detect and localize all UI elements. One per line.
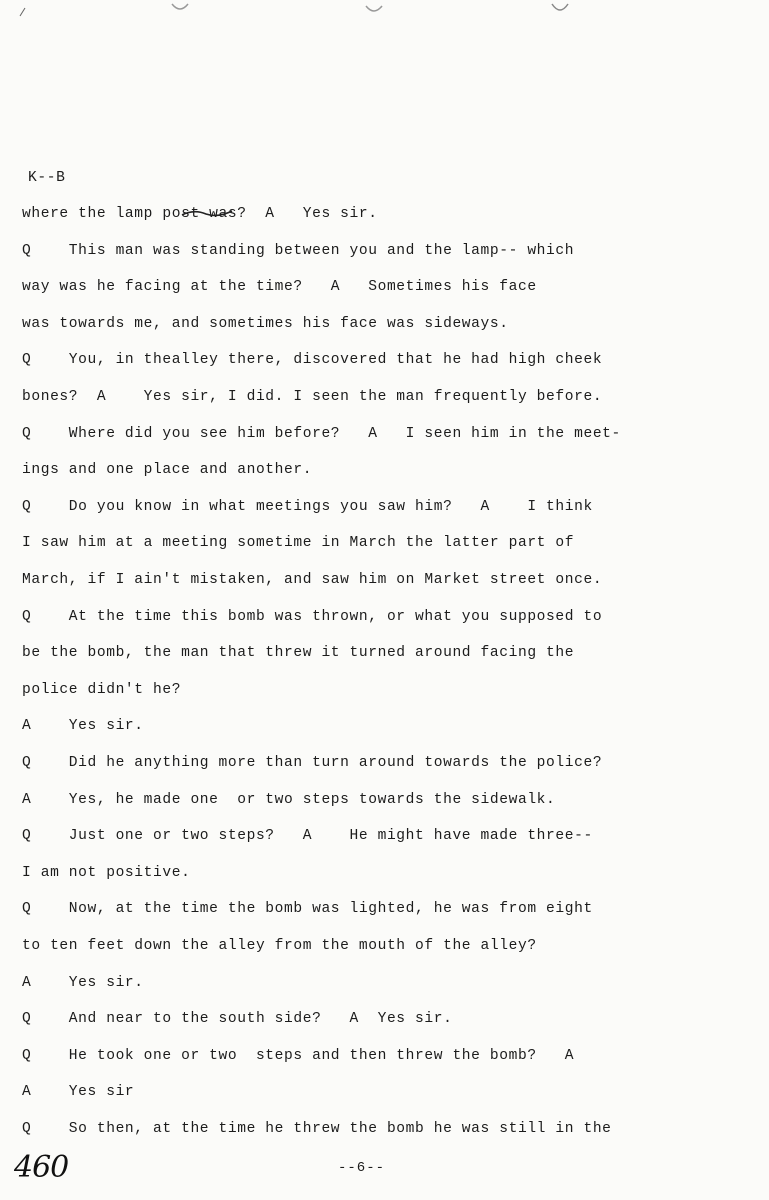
transcript-line: to ten feet down the alley from the mouth of the alley? [22,938,537,954]
transcript-line: where the lamp post was? A Yes sir. [22,206,378,222]
transcript-line: was towards me, and sometimes his face was sideways. [22,315,509,332]
transcript-line: March, if I ain't mistaken, and saw him on Market street once. [22,572,603,588]
transcript-line: Q Do you know in what meetings you saw him? A I think [22,498,593,515]
binding-marks [0,0,769,30]
transcript-line: I saw him at a meeting sometime in March the latter part of [22,535,575,552]
transcript-line: Q So then, at the time he threw the bomb he was still in the [22,1121,612,1137]
transcript-line: Q You, in thealley there, discovered that he had high cheek [22,352,603,369]
transcript-line: Q Just one or two steps? A He might have made three-- [22,828,593,845]
transcript-line: Q He took one or two steps and then threw the bomb? A [22,1047,575,1064]
section-header: K--B [28,170,66,186]
transcript-line: Q Did he anything more than turn around towards the police? [22,755,603,771]
transcript-line: way was he facing at the time? A Sometimes his face [22,279,537,296]
transcript-line: Q Where did you see him before? A I seen him in the meet- [22,425,621,442]
transcript-line: A Yes sir. [22,718,144,735]
handwritten-page-number: 460 [14,1150,69,1185]
strikethrough-mark [180,204,240,224]
transcript-line: Q This man was standing between you and the lamp-- which [22,242,575,259]
transcript-line: Q Now, at the time the bomb was lighted, he was from eight [22,901,593,918]
transcript-line: police didn't he? [22,681,182,698]
transcript-line: ings and one place and another. [22,462,313,479]
page-number: --6-- [338,1160,386,1176]
transcript-line: bones? A Yes sir, I did. I seen the man frequently before. [22,389,603,405]
transcript-line: A Yes sir. [22,974,144,991]
transcript-line: be the bomb, the man that threw it turned around facing the [22,645,575,662]
transcript-line: A Yes sir [22,1084,135,1101]
transcript-line: A Yes, he made one or two steps towards the sidewalk. [22,791,556,808]
transcript-line: I am not positive. [22,864,191,881]
transcript-line: Q At the time this bomb was thrown, or what you supposed to [22,608,603,625]
transcript-line: Q And near to the south side? A Yes sir. [22,1011,453,1028]
